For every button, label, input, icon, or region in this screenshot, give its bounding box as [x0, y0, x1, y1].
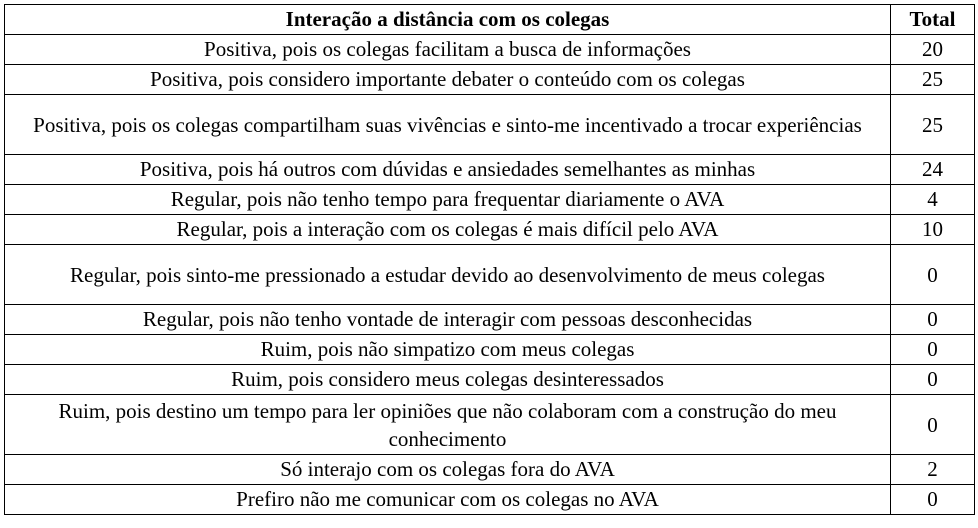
- row-total: 0: [891, 485, 975, 515]
- table-row: [5, 65, 975, 95]
- table-row: [5, 35, 975, 65]
- row-total: 0: [891, 335, 975, 365]
- row-label: Prefiro não me comunicar com os colegas no AVA: [5, 485, 891, 515]
- row-label: Regular, pois sinto-me pressionado a estudar devido ao desenvolvimento de meus colegas: [5, 245, 891, 305]
- table-row: [5, 335, 975, 365]
- table-row: [5, 245, 975, 305]
- row-label: Ruim, pois não simpatizo com meus colegas: [5, 335, 891, 365]
- table-row: [5, 215, 975, 245]
- row-total: 20: [891, 35, 975, 65]
- table-row: [5, 155, 975, 185]
- row-label: Ruim, pois destino um tempo para ler opiniões que não colaboram com a construção do meu conhecimento: [5, 395, 891, 455]
- row-label: Regular, pois a interação com os colegas é mais difícil pelo AVA: [5, 215, 891, 245]
- row-label: Ruim, pois considero meus colegas desinteressados: [5, 365, 891, 395]
- table-row: [5, 485, 975, 515]
- row-label: Positiva, pois os colegas compartilham suas vivências e sinto-me incentivado a trocar experiências: [5, 95, 891, 155]
- row-total: 0: [891, 365, 975, 395]
- table-row: [5, 395, 975, 455]
- row-label: Só interajo com os colegas fora do AVA: [5, 455, 891, 485]
- header-interaction: Interação a distância com os colegas: [5, 5, 891, 35]
- table-row: [5, 455, 975, 485]
- header-total: Total: [891, 5, 975, 35]
- row-total: 25: [891, 95, 975, 155]
- table-row: [5, 305, 975, 335]
- row-label: Positiva, pois há outros com dúvidas e ansiedades semelhantes as minhas: [5, 155, 891, 185]
- row-total: 25: [891, 65, 975, 95]
- row-total: 0: [891, 305, 975, 335]
- table-row: [5, 185, 975, 215]
- header-row: [5, 5, 975, 35]
- row-label: Positiva, pois considero importante debater o conteúdo com os colegas: [5, 65, 891, 95]
- interaction-table: [4, 4, 975, 515]
- row-label: Regular, pois não tenho tempo para frequentar diariamente o AVA: [5, 185, 891, 215]
- row-total: 24: [891, 155, 975, 185]
- table-row: [5, 95, 975, 155]
- row-label: Regular, pois não tenho vontade de interagir com pessoas desconhecidas: [5, 305, 891, 335]
- row-label: Positiva, pois os colegas facilitam a busca de informações: [5, 35, 891, 65]
- row-total: 2: [891, 455, 975, 485]
- table-row: [5, 365, 975, 395]
- row-total: 10: [891, 215, 975, 245]
- row-total: 4: [891, 185, 975, 215]
- row-total: 0: [891, 245, 975, 305]
- row-total: 0: [891, 395, 975, 455]
